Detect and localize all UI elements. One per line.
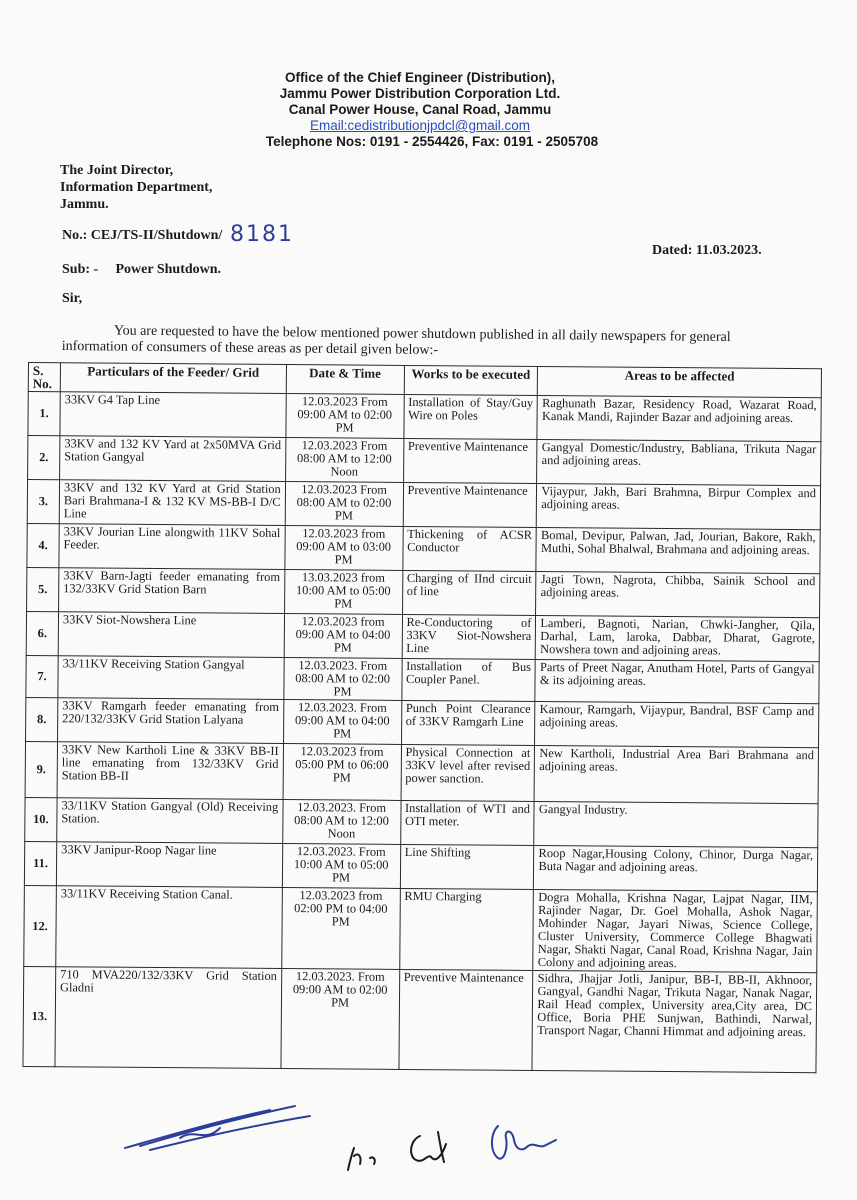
subject-label: Sub: - xyxy=(62,262,99,277)
table-row xyxy=(28,392,821,442)
row-sno: 5. xyxy=(27,567,59,611)
table-row xyxy=(26,655,819,703)
row-works: Physical Connection at 33KV level after revised power sanction. xyxy=(401,744,535,801)
row-datetime: 12.03.2023. From 08:00 AM to 12:00 Noon xyxy=(282,800,400,845)
row-areas: New Kartholi, Industrial Area Bari Brahmana and adjoining areas. xyxy=(534,745,818,803)
header-feeder: Particulars of the Feeder/ Grid xyxy=(60,363,286,394)
row-feeder: 710 MVA220/132/33KV Grid Station Gladni xyxy=(55,967,281,1069)
row-sno: 2. xyxy=(28,436,60,480)
table-row xyxy=(24,841,817,891)
table-row xyxy=(28,436,821,486)
row-areas: Roop Nagar,Housing Colony, Chinor, Durga Nagar, Buta Nagar and adjoining areas. xyxy=(534,845,818,891)
signature-scrawl-left xyxy=(120,1098,320,1163)
row-feeder: 33/11KV Station Gangyal (Old) Receiving Station. xyxy=(57,798,283,844)
row-datetime: 12.03.2023 from 02:00 PM to 04:00 PM xyxy=(281,888,400,970)
row-sno: 9. xyxy=(25,741,57,797)
row-datetime: 12.03.2023 from 05:00 PM to 06:00 PM xyxy=(283,744,401,801)
letter-date: Dated: 11.03.2023. xyxy=(652,243,762,258)
row-areas: Jagti Town, Nagrota, Chibba, Sainik School and adjoining areas. xyxy=(536,571,820,617)
row-datetime: 12.03.2023 From 08:00 AM to 12:00 Noon xyxy=(285,438,403,483)
row-datetime: 12.03.2023 From 08:00 AM to 02:00 PM xyxy=(285,482,403,527)
telephone-line: Telephone Nos: 0191 - 2554426, Fax: 0191 - 2505708 xyxy=(265,134,599,149)
subject-text: Power Shutdown. xyxy=(115,262,222,277)
intro-paragraph: You are requested to have the below mentioned power shutdown published in all daily newspapers for general information of consumers of these areas as per detail given below:- xyxy=(61,323,731,358)
row-feeder: 33KV and 132 KV Yard at 2x50MVA Grid Station Gangyal xyxy=(60,436,286,482)
signature-initials-2 xyxy=(402,1122,462,1177)
row-works: Preventive Maintenance xyxy=(403,482,537,527)
row-datetime: 12.03.2023 from 09:00 AM to 03:00 PM xyxy=(285,526,403,571)
row-works: Installation of Stay/Guy Wire on Poles xyxy=(403,394,537,439)
row-sno: 3. xyxy=(27,480,59,524)
row-feeder: 33KV Siot-Nowshera Line xyxy=(58,612,284,658)
row-feeder: 33KV G4 Tap Line xyxy=(60,392,286,438)
row-sno: 13. xyxy=(23,966,56,1066)
table-row xyxy=(25,797,818,847)
table-row xyxy=(27,523,820,573)
salutation: Sir, xyxy=(62,291,83,306)
header-works: Works to be executed xyxy=(404,365,538,395)
row-feeder: 33KV Barn-Jagti feeder emanating from 132/33KV Grid Station Barn xyxy=(59,568,285,614)
table-row xyxy=(26,611,819,661)
signature-initials-3 xyxy=(482,1118,562,1173)
row-areas: Dogra Mohalla, Krishna Nagar, Lajpat Nagar, IIM, Rajinder Nagar, Dr. Goel Mohalla, Ashok Nagar, Mohinder Nagar, Jayari Niwas, Science College, Cluster University, Commerce College Bhagwati Nagar, Shakti Nagar, Canal Road, Krishna Nagar, Jain Colony and adjoining areas. xyxy=(533,889,817,972)
row-sno: 6. xyxy=(26,611,58,655)
header-datetime: Date & Time xyxy=(286,365,404,395)
header-sno: S. No. xyxy=(28,363,60,392)
row-datetime: 12.03.2023. From 09:00 AM to 02:00 PM xyxy=(281,969,400,1070)
addressee-block xyxy=(60,162,212,213)
email-link[interactable]: Email:cedistributionjpdcl@gmail.com xyxy=(309,118,531,133)
row-sno: 7. xyxy=(26,655,58,697)
row-areas: Sidhra, Jhajjar Jotli, Janipur, BB-I, BB-II, Akhnoor, Gangyal, Gandhi Nagar, Trikuta Nagar, Nanak Nagar, Rail Head complex, University area,City area, DC Office, Boria PHE Sunjwan, Bathindi, Narwal, Transport Nagar, Channi Himmat and adjoining areas. xyxy=(532,970,816,1072)
corporation-name: Jammu Power Distribution Corporation Ltd. xyxy=(279,86,561,101)
row-areas: Bomal, Devipur, Palwan, Jad, Jourian, Bakore, Rakh, Muthi, Sohal Bhalwal, Brahmana and adjoining areas. xyxy=(536,527,820,573)
row-areas: Lamberi, Bagnoti, Narian, Chwki-Jangher, Qila, Darhal, Lam, laroka, Dabbar, Dharat, Gagrote, Nowshera town and adjoining areas. xyxy=(536,615,820,661)
shutdown-table xyxy=(22,362,822,1073)
table-row xyxy=(26,697,819,747)
row-sno: 8. xyxy=(26,697,58,741)
row-feeder: 33KV and 132 KV Yard at Grid Station Bari Brahmana-I & 132 KV MS-BB-I D/C Line xyxy=(59,480,285,526)
reference-label: No.: CEJ/TS-II/Shutdown/ xyxy=(62,228,223,243)
row-areas: Raghunath Bazar, Residency Road, Wazarat Road, Kanak Mandi, Rajinder Bazar and adjoining areas. xyxy=(537,396,821,442)
row-sno: 10. xyxy=(25,797,57,841)
row-feeder: 33KV Jourian Line alongwith 11KV Sohal Feeder. xyxy=(59,524,285,570)
letterhead xyxy=(230,70,610,150)
subject-line xyxy=(62,262,221,278)
office-name: Office of the Chief Engineer (Distribution), xyxy=(285,70,555,85)
row-sno: 11. xyxy=(24,841,56,885)
row-feeder: 33KV Ramgarh feeder emanating from 220/132/33KV Grid Station Lalyana xyxy=(58,698,284,744)
addressee-line-3: Jammu. xyxy=(60,197,109,212)
row-works: Punch Point Clearance of 33KV Ramgarh Line xyxy=(401,700,535,745)
row-feeder: 33KV New Kartholi Line & 33KV BB-II line emanating from 132/33KV Grid Station BB-II xyxy=(57,742,283,800)
row-feeder: 33/11KV Receiving Station Canal. xyxy=(56,886,282,969)
table-row xyxy=(27,480,820,530)
table-row xyxy=(25,741,818,803)
row-works: Line Shifting xyxy=(400,844,534,889)
row-datetime: 12.03.2023. From 08:00 AM to 02:00 PM xyxy=(284,658,402,701)
row-sno: 1. xyxy=(28,392,60,436)
table-row xyxy=(24,885,818,972)
row-works: Charging of IInd circuit of line xyxy=(402,570,536,615)
row-datetime: 13.03.2023 from 10:00 AM to 05:00 PM xyxy=(284,570,402,615)
row-areas: Parts of Preet Nagar, Anutham Hotel, Parts of Gangyal & its adjoining areas. xyxy=(535,659,819,703)
row-works: Installation of WTI and OTI meter. xyxy=(400,800,534,845)
row-works: Preventive Maintenance xyxy=(399,969,534,1070)
row-datetime: 12.03.2023 from 09:00 AM to 04:00 PM xyxy=(284,614,402,659)
reference-number-handwritten: 8181 xyxy=(230,222,294,247)
row-areas: Gangyal Domestic/Industry, Babliana, Trikuta Nagar and adjoining areas. xyxy=(537,440,821,486)
row-works: Preventive Maintenance xyxy=(403,438,537,483)
row-works: RMU Charging xyxy=(399,888,533,970)
row-works: Thickening of ACSR Conductor xyxy=(402,526,536,571)
row-datetime: 12.03.2023. From 09:00 AM to 04:00 PM xyxy=(283,700,401,745)
office-address: Canal Power House, Canal Road, Jammu xyxy=(288,102,552,117)
row-datetime: 12.03.2023 From 09:00 AM to 02:00 PM xyxy=(286,394,404,439)
row-sno: 4. xyxy=(27,523,59,567)
signature-initials-1 xyxy=(340,1130,400,1185)
row-sno: 12. xyxy=(24,885,57,966)
row-areas: Vijaypur, Jakh, Bari Brahmna, Birpur Complex and adjoining areas. xyxy=(537,484,821,530)
row-feeder: 33/11KV Receiving Station Gangyal xyxy=(58,656,284,700)
row-datetime: 12.03.2023. From 10:00 AM to 05:00 PM xyxy=(282,844,400,889)
row-feeder: 33KV Janipur-Roop Nagar line xyxy=(56,842,282,888)
addressee-line-1: The Joint Director, xyxy=(60,163,174,178)
header-areas: Areas to be affected xyxy=(538,367,822,398)
row-works: Installation of Bus Coupler Panel. xyxy=(401,658,535,701)
row-areas: Kamour, Ramgarh, Vijaypur, Bandral, BSF Camp and adjoining areas. xyxy=(535,701,819,747)
table-row xyxy=(23,966,817,1072)
row-areas: Gangyal Industry. xyxy=(534,801,818,847)
table-row xyxy=(27,567,820,617)
addressee-line-2: Information Department, xyxy=(60,180,213,195)
row-works: Re-Conductoring of 33KV Siot-Nowshera Line xyxy=(402,614,536,659)
